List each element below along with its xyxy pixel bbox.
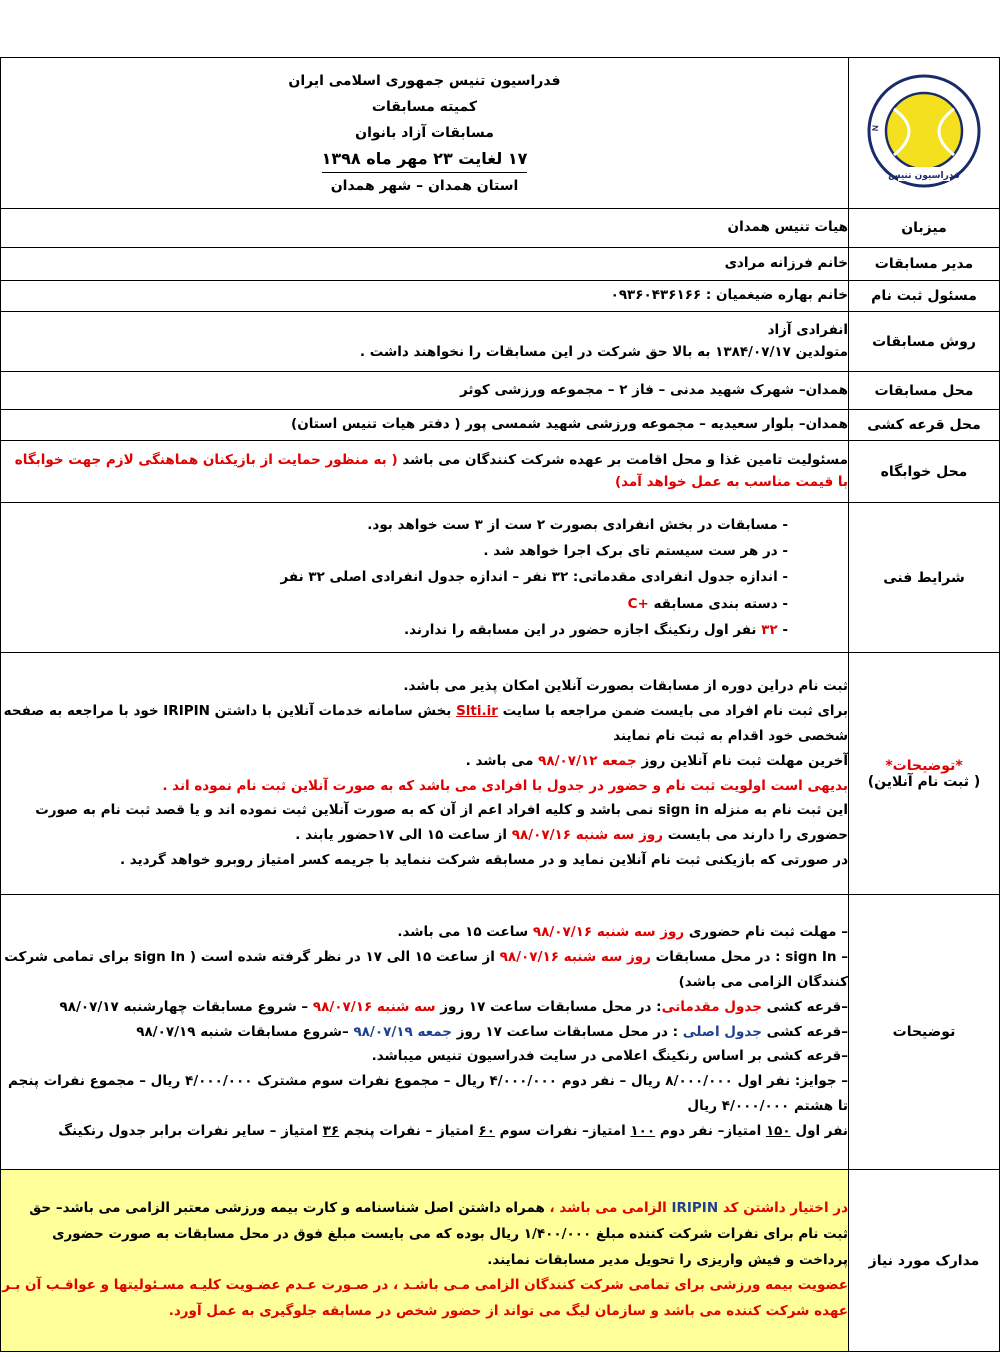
notes-qual-draw-rest: – شروع مسابقات چهارشنبه ۹۸/۰۷/۱۷ — [59, 998, 313, 1015]
online-p4: بدیهی است اولویت ثبت نام و حضور در جدول با افرادی می باشد که به صورت آنلاین ثبت نام نموده اند . — [162, 777, 848, 794]
notes-ranking: –قرعه کشی بر اساس رنکینگ اعلامی در سایت فدراسیون تنیس میباشد. — [371, 1048, 848, 1065]
notes-qual-draw-day: سه شنبه ۹۸/۰۷/۱۶ — [312, 998, 436, 1015]
points-text: امتیاز– نفرات سوم — [494, 1123, 631, 1140]
online-label-title: *توضیحات* — [885, 757, 963, 774]
online-p5 — [1, 798, 848, 848]
method-type: انفرادی آزاد — [767, 321, 848, 338]
technical-top-ranked-count: ۳۲ — [761, 621, 778, 638]
header-row — [1, 58, 1000, 209]
online-p6: در صورتی که بازیکنی ثبت نام آنلاین نماید و در مسابقه شرکت ننماید با جریمه کسر امتیاز روبرو خواهد گردید . — [119, 852, 848, 869]
docs-insurance: عضویت بیمه ورزشی برای تمامی شرکت کنندگان الزامی مـی باشـد ، در صـورت عـدم عضـویت کلیـه مسـئولیتها و عواقـب آن بـر عهده شرکت کننده می باشد و سازمان لیگ می تواند از حضور شخص در مسابقه جلوگیری به عمل آورد. — [2, 1277, 848, 1319]
lodging-note: ( به منظور حمایت از بازیکنان هماهنگی لازم جهت خوابگاه با قیمت مناسب به عمل خواهد آمد) — [14, 451, 848, 490]
registrar-label: مسئول ثبت نام — [849, 281, 1000, 312]
notes-points — [1, 1119, 848, 1144]
row-method — [1, 312, 1000, 372]
notes-deadline — [1, 920, 848, 945]
docs-code: IRIPIN — [671, 1200, 719, 1217]
technical-category-text: - دسته بندی مسابقه — [648, 595, 788, 612]
row-draw-venue — [1, 410, 1000, 441]
registrar-value: خانم بهاره ضیغمیان : ۰۹۳۶۰۴۳۶۱۶۶ — [1, 281, 849, 312]
docs-p1 — [1, 1196, 848, 1273]
online-p1: ثبت نام دراین دوره از مسابقات بصورت آنلاین امکان پذیر می باشد. — [403, 677, 848, 694]
online-deadline: جمعه ۹۸/۰۷/۱۲ — [538, 752, 637, 769]
method-value — [1, 312, 849, 372]
notes-prizes: – جوایز: نفر اول ۸/۰۰۰/۰۰۰ ریال – نفر دوم ۴/۰۰۰/۰۰۰ ریال – مجموع نفرات سوم مشترک ۴/۰۰۰/۰۰۰ ریال – مجموع نفرات پنجم تا هشتم ۴/۰۰۰/۰۰۰ ریال — [8, 1073, 848, 1115]
venue-value: همدان– شهرک شهید مدنی – فاز ۲ – مجموعه ورزشی کوثر — [1, 372, 849, 410]
points-first: ۱۵۰ — [765, 1123, 791, 1140]
federation-logo — [864, 71, 984, 191]
notes-deadline-text: – مهلت ثبت نام حضوری — [684, 923, 848, 940]
docs-value — [1, 1170, 849, 1352]
notes-deadline-day: روز سه شنبه ۹۸/۰۷/۱۶ — [532, 923, 685, 940]
venue-label: محل مسابقات — [849, 372, 1000, 410]
points-fifth: ۳۶ — [322, 1123, 340, 1140]
notes-signin — [1, 945, 848, 995]
host-label: میزبان — [849, 209, 1000, 248]
row-host — [1, 209, 1000, 248]
host-value: هیات تنیس همدان — [1, 209, 849, 248]
header-federation-name: فدراسیون تنیس جمهوری اسلامی ایران — [288, 72, 561, 89]
row-online-registration — [1, 653, 1000, 895]
tournament-info-table — [0, 57, 1000, 1352]
document-sheet — [0, 57, 1000, 1352]
online-p2 — [1, 699, 848, 749]
logo-label: فدراسیون تنیس — [888, 171, 960, 181]
notes-qual-draw-text: –قرعه کشی — [761, 998, 848, 1015]
online-p5-rest: از ساعت ۱۵ الی ۱۷حضور یابند . — [295, 827, 512, 844]
row-lodging — [1, 441, 1000, 503]
row-director — [1, 248, 1000, 281]
row-notes — [1, 895, 1000, 1170]
points-second: ۱۰۰ — [630, 1123, 656, 1140]
points-third: ۶۰ — [478, 1123, 495, 1140]
notes-main-draw-table: جدول اصلی — [682, 1023, 762, 1040]
draw-venue-value: همدان– بلوار سعیدیه – مجموعه ورزشی شهید شمسی پور ( دفتر هیات تنیس استان) — [1, 410, 849, 441]
header-location: استان همدان – شهر همدان — [330, 177, 519, 194]
notes-main-draw-day: جمعه ۹۸/۰۷/۱۹ — [353, 1023, 453, 1040]
online-value — [1, 653, 849, 895]
header-dates: ۱۷ لغایت ۲۳ مهر ماه ۱۳۹۸ — [322, 146, 528, 173]
technical-label: شرایط فنی — [849, 503, 1000, 653]
notes-main-draw-rest: –شروع مسابقات شنبه ۹۸/۰۷/۱۹ — [136, 1023, 354, 1040]
technical-item: - ۳۲ نفر اول رنکینگ اجازه حضور در این مسابقه را ندارند. — [403, 621, 788, 638]
lodging-label: محل خوابگاه — [849, 441, 1000, 503]
online-signin-day: روز سه شنبه ۹۸/۰۷/۱۶ — [511, 827, 663, 844]
online-p2-rest: بخش سامانه خدمات آنلاین با داشتن IRIPIN خود با مراجعه به صفحه شخصی خود اقدام به ثبت نام نمایند — [3, 702, 848, 744]
method-age-rule: متولدین ۱۳۸۴/۰۷/۱۷ به بالا حق شرکت در این مسابقات را نخواهند داشت . — [359, 343, 848, 360]
notes-signin-rest: از ساعت ۱۵ الی ۱۷ در نظر گرفته شده است ( sign In برای تمامی شرکت کنندگان الزامی می باشد) — [4, 948, 848, 990]
online-label-subtitle: ( ثبت نام آنلاین) — [867, 773, 981, 790]
notes-signin-text: – sign In : در محل مسابقات — [650, 948, 848, 965]
points-text: امتیاز– نفر دوم — [655, 1123, 766, 1140]
lodging-value — [1, 441, 849, 503]
notes-qual-draw-table: جدول مقدماتی — [661, 998, 762, 1015]
header-committee: کمیته مسابقات — [371, 98, 478, 115]
technical-value — [1, 503, 849, 653]
points-text: امتیاز – سایر نفرات برابر جدول رنکینگ — [58, 1123, 323, 1140]
notes-main-draw-mid: : در محل مسابقات ساعت ۱۷ روز — [452, 1023, 683, 1040]
tennis-ball-icon — [886, 93, 962, 169]
method-label: روش مسابقات — [849, 312, 1000, 372]
technical-item — [1, 591, 788, 617]
logo-ring-text: N — [869, 124, 881, 132]
points-text: امتیاز – نفرات پنجم — [339, 1123, 479, 1140]
notes-deadline-rest: ساعت ۱۵ می باشد. — [397, 923, 533, 940]
header-title-block — [1, 58, 849, 209]
lodging-text: مسئولیت تامین غذا و محل اقامت بر عهده شرکت کنندگان می باشد — [402, 451, 848, 468]
director-value: خانم فرزانه مرادی — [1, 248, 849, 281]
online-p3 — [1, 749, 848, 774]
points-text: نفر اول — [790, 1123, 848, 1140]
technical-item: - مسابقات در بخش انفرادی بصورت ۲ ست از ۳ ست خواهد بود. — [367, 516, 788, 533]
docs-code-text: در اختیار داشتن کد — [718, 1200, 848, 1217]
technical-item: - اندازه جدول انفرادی مقدماتی: ۳۲ نفر – اندازه جدول انفرادی اصلی ۳۲ نفر — [280, 569, 788, 586]
header-tournament-name: مسابقات آزاد بانوان — [355, 124, 494, 141]
row-registrar — [1, 281, 1000, 312]
notes-main-draw — [1, 1020, 848, 1045]
row-technical — [1, 503, 1000, 653]
row-required-docs — [1, 1170, 1000, 1352]
draw-venue-label: محل قرعه کشی — [849, 410, 1000, 441]
docs-code-rest: الزامی می باشد ، — [544, 1200, 672, 1217]
notes-qual-draw — [1, 995, 848, 1020]
notes-label: توضیحات — [849, 895, 1000, 1170]
row-venue — [1, 372, 1000, 410]
notes-value — [1, 895, 849, 1170]
site-link[interactable]: Slti.ir — [456, 702, 498, 719]
notes-signin-day: روز سه شنبه ۹۸/۰۷/۱۶ — [499, 948, 651, 965]
online-p2-text: برای ثبت نام افراد می بایست ضمن مراجعه با سایت — [497, 702, 848, 719]
docs-label: مدارک مورد نیاز — [849, 1170, 1000, 1352]
notes-main-draw-text: –قرعه کشی — [761, 1023, 848, 1040]
notes-qual-draw-mid: : در محل مسابقات ساعت ۱۷ روز — [435, 998, 662, 1015]
technical-category: C+ — [627, 595, 649, 612]
technical-top-ranked-text: نفر اول رنکینگ اجازه حضور در این مسابقه را ندارند. — [403, 621, 762, 638]
online-p3-text: آخرین مهلت ثبت نام آنلاین روز — [636, 752, 848, 769]
docs-fee-text: همراه داشتن اصل شناسنامه و کارت بیمه ورزشی معتبر الزامی می باشد– حق ثبت نام برای نفرات شرکت کننده مبلغ ۱/۴۰۰/۰۰۰ ریال بوده که می بایست مبلغ فوق در محل مسابقات به صورت حضوری پرداخت و فیش واریزی را تحویل مدیر مسابقات نمایند. — [29, 1200, 848, 1268]
online-p5-text: این ثبت نام به منزله sign in نمی باشد و کلیه افراد اعم از آن که به صورت آنلاین ثبت نموده اند و یا قصد ثبت نام به صورت حضوری را دارند می بایست — [35, 802, 848, 844]
online-label — [849, 653, 1000, 895]
technical-item: - در هر ست سیستم تای برک اجرا خواهد شد . — [483, 543, 788, 560]
director-label: مدیر مسابقات — [849, 248, 1000, 281]
logo-cell — [849, 58, 1000, 209]
online-p3-rest: می باشد . — [465, 752, 539, 769]
